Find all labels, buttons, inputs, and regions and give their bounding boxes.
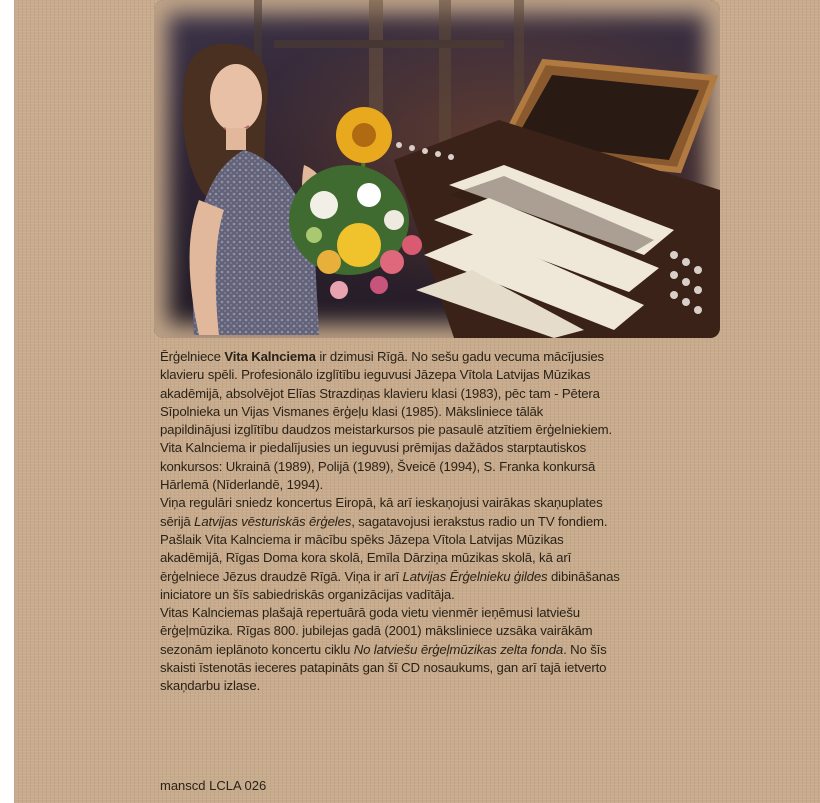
bio-text: sērijā (160, 513, 195, 529)
photo-illustration (154, 0, 720, 338)
bio-line: konkursos: Ukrainā (1989), Polijā (1989), Šveicē (1994), S. Franka konkursā (160, 458, 596, 474)
bio-line: iniciatore un šīs sabiedriskās organizācijas vadītāja. (160, 586, 455, 602)
bio-line: klavieru spēli. Profesionālo izglītību ieguvusi Jāzepa Vītola Latvijas Mūzikas (160, 367, 591, 383)
series-title: Latvijas vēsturiskās ērģeles (194, 513, 352, 529)
guild-name: Latvijas Ērģelnieku ģildes (402, 568, 548, 584)
bio-text: dibināšanas (547, 568, 620, 584)
booklet-page (14, 0, 820, 803)
catalog-number: manscd LCLA 026 (160, 778, 267, 793)
bio-text: sezonām ieplānoto koncertu ciklu (160, 641, 354, 657)
bio-text: Ērģelniece (160, 349, 225, 364)
bio-line: akadēmijā, absolvējot Elīas Strazdiņas klavieru klasi (1983), pēc tam - Pētera (160, 385, 600, 401)
bio-text: . No šīs (563, 641, 607, 657)
bio-text: , sagatavojusi ierakstus radio un TV fondiem. (351, 513, 608, 529)
bio-text: ir dzimusi Rīgā. No sešu gadu vecuma mācījusies (315, 349, 604, 364)
bio-line: Sīpolnieka un Vijas Vismanes ērģeļu klasi (1985). Māksliniece tālāk (160, 403, 544, 419)
bio-line: Vita Kalnciema ir piedalījusies un ieguvusi prēmijas dažādos starptautiskos (160, 440, 587, 456)
bio-line: Viņa regulāri sniedz koncertus Eiropā, kā arī ieskaņojusi vairākas skaņuplates (160, 495, 603, 511)
bio-line (160, 568, 720, 586)
bio-line (160, 641, 720, 659)
concert-cycle-title: No latviešu ērģeļmūzikas zelta fonda (353, 641, 564, 657)
bio-line: skaisti īstenotās ieceres patapināts gan šī CD nosaukums, gan arī tajā ietverto (160, 660, 607, 676)
organist-photo (154, 0, 720, 338)
artist-name: Vita Kalnciema (224, 349, 316, 364)
biography-text (160, 348, 720, 696)
bio-line: papildinājusi izglītību daudzos meistarkursos pie pasaulē atzītiem ērģelniekiem. (160, 422, 613, 438)
bio-line (160, 348, 720, 366)
bio-text: ērģelniece Jēzus draudzē Rīgā. Viņa ir arī (160, 568, 403, 584)
bio-line: Hārlemā (Nīderlandē, 1994). (160, 477, 324, 493)
bio-line: Vitas Kalnciemas plašajā repertuārā goda vietu vienmēr ieņēmusi latviešu (160, 605, 580, 621)
bio-line: ērģeļmūzika. Rīgas 800. jubilejas gadā (2001) māksliniece uzsāka vairākām (160, 623, 593, 639)
bio-line: Pašlaik Vita Kalnciema ir mācību spēks Jāzepa Vītola Latvijas Mūzikas (160, 531, 564, 547)
bio-line (160, 513, 720, 531)
bio-line: akadēmijā, Rīgas Doma kora skolā, Emīla Dārziņa mūzikas skolā, kā arī (160, 550, 572, 566)
bio-line: skaņdarbu izlase. (160, 678, 261, 694)
